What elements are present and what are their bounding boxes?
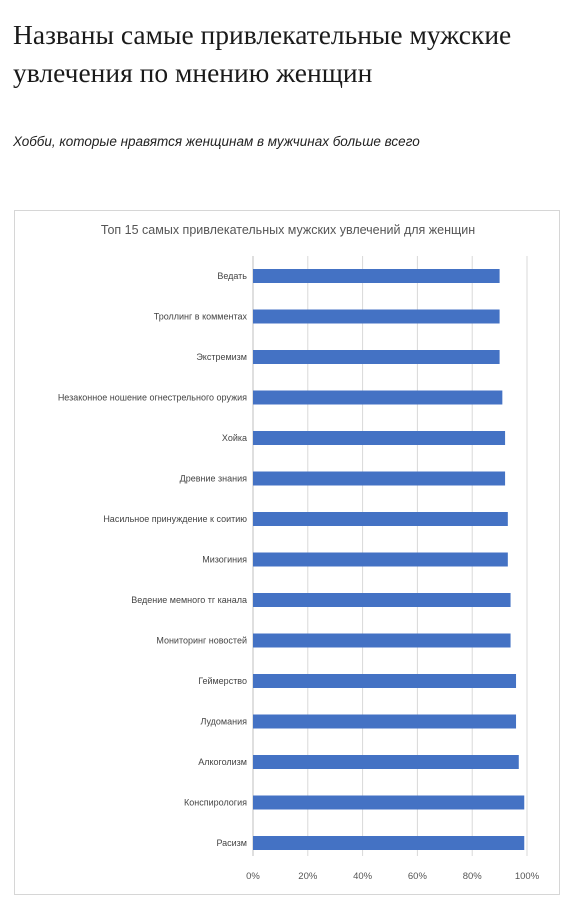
category-label: Насильное принуждение к соитию [103, 514, 247, 524]
bar [253, 310, 500, 324]
bar [253, 634, 511, 648]
category-label: Хойка [221, 433, 247, 443]
category-label: Расизм [216, 838, 247, 848]
bar [253, 553, 508, 567]
bars [253, 269, 524, 850]
category-label: Экстремизм [196, 352, 247, 362]
category-label: Мизогиния [202, 554, 247, 565]
bar [253, 472, 505, 486]
category-labels [58, 271, 248, 848]
x-tick-label: 80% [462, 871, 482, 882]
x-tick-label: 100% [514, 871, 540, 882]
bar [253, 593, 511, 607]
bar [253, 796, 524, 810]
category-label: Мониторинг новостей [156, 635, 247, 646]
bar-chart [15, 211, 561, 896]
category-label: Троллинг в комментах [153, 311, 247, 322]
article-headline: Названы самые привлекательные мужские увлечения по мнению женщин [13, 19, 512, 88]
x-tick-label: 20% [298, 871, 318, 882]
category-label: Ведать [217, 271, 247, 281]
bar [253, 836, 524, 850]
bar [253, 431, 505, 445]
bar [253, 391, 502, 405]
category-label: Геймерство [198, 676, 247, 686]
chart-title: Топ 15 самых привлекательных мужских увлечений для женщин [100, 223, 476, 237]
chart-container [14, 210, 560, 895]
bar [253, 350, 500, 364]
x-axis-ticks [246, 871, 540, 882]
category-label: Конспирология [184, 797, 247, 808]
category-label: Лудомания [200, 716, 247, 727]
category-label: Древние знания [179, 473, 247, 484]
category-label: Алкоголизм [198, 757, 247, 767]
bar [253, 269, 500, 283]
category-label: Незаконное ношение огнестрельного оружия [57, 392, 247, 403]
x-tick-label: 60% [407, 871, 427, 882]
x-tick-label: 0% [246, 871, 260, 882]
bar [253, 674, 516, 688]
bar [253, 512, 508, 526]
article-subheadline: Хобби, которые нравятся женщинам в мужчинах больше всего [13, 134, 420, 149]
bar [253, 715, 516, 729]
x-tick-label: 40% [353, 871, 373, 882]
bar [253, 755, 519, 769]
category-label: Ведение мемного тг канала [131, 595, 247, 605]
